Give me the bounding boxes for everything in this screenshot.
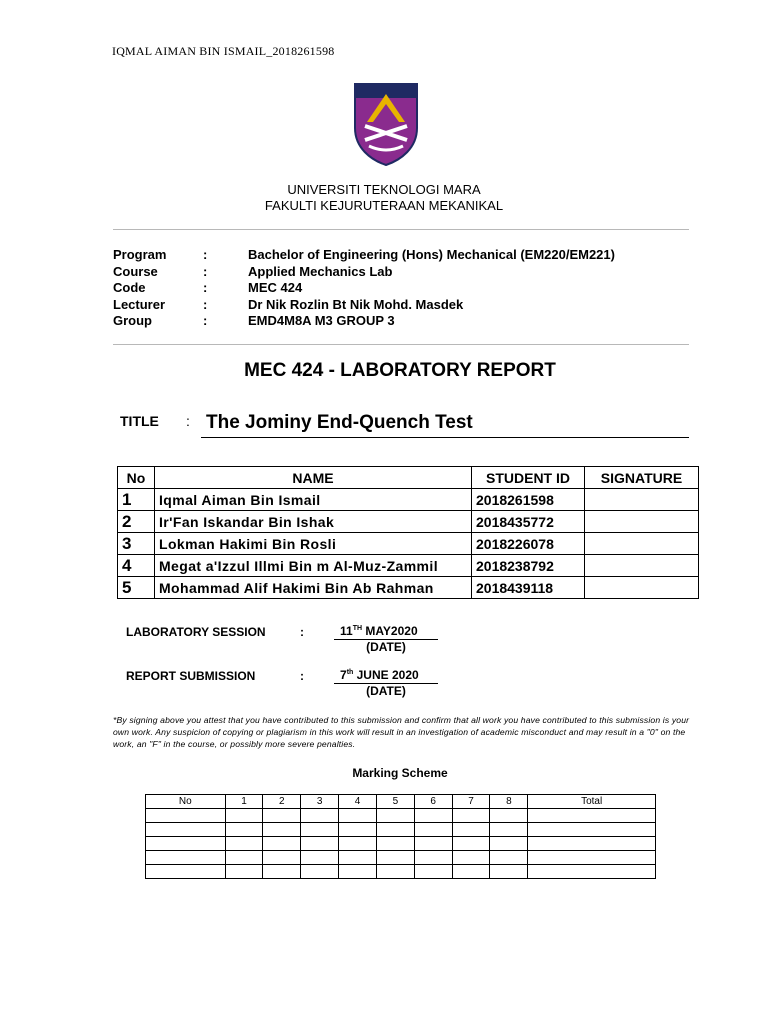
lab-session-month-year: MAY2020 — [362, 624, 418, 638]
marking-cell — [146, 823, 226, 837]
course-colon: : — [203, 264, 208, 279]
lab-session-date-caption: (DATE) — [366, 640, 406, 654]
member-signature — [585, 533, 699, 555]
marking-cell — [414, 837, 452, 851]
marking-header-5: 5 — [376, 795, 414, 809]
marking-cell — [528, 809, 656, 823]
member-no: 1 — [118, 489, 155, 511]
marking-header-total: Total — [528, 795, 656, 809]
marking-cell — [339, 809, 377, 823]
marking-cell — [225, 865, 263, 879]
university-name: UNIVERSITI TEKNOLOGI MARA — [287, 182, 481, 197]
marking-scheme-table — [145, 794, 656, 879]
title-label: TITLE — [120, 413, 159, 429]
marking-cell — [263, 837, 301, 851]
marking-body — [146, 809, 656, 879]
table-row — [118, 577, 699, 599]
marking-cell — [225, 823, 263, 837]
marking-cell — [225, 851, 263, 865]
member-student-id: 2018238792 — [472, 555, 585, 577]
marking-cell — [528, 823, 656, 837]
course-value: Applied Mechanics Lab — [248, 264, 393, 279]
marking-cell — [263, 823, 301, 837]
member-name: Megat a'Izzul Illmi Bin m Al-Muz-Zammil — [155, 555, 472, 577]
marking-cell — [452, 837, 490, 851]
lab-session-label: LABORATORY SESSION — [126, 625, 266, 639]
column-header-name: NAME — [155, 467, 472, 489]
title-colon: : — [186, 413, 190, 429]
group-members-table — [117, 466, 699, 599]
marking-cell — [528, 865, 656, 879]
group-value: EMD4M8A M3 GROUP 3 — [248, 313, 395, 328]
marking-cell — [146, 837, 226, 851]
marking-cell — [490, 865, 528, 879]
marking-header-row — [146, 795, 656, 809]
experiment-title: The Jominy End-Quench Test — [206, 412, 473, 433]
marking-cell — [376, 851, 414, 865]
program-label: Program — [113, 247, 167, 262]
member-name: Mohammad Alif Hakimi Bin Ab Rahman — [155, 577, 472, 599]
marking-cell — [146, 809, 226, 823]
student-header: IQMAL AIMAN BIN ISMAIL_2018261598 — [112, 44, 335, 58]
report-submission-label: REPORT SUBMISSION — [126, 669, 256, 683]
table-row — [118, 533, 699, 555]
university-logo — [353, 82, 419, 166]
lecturer-value: Dr Nik Rozlin Bt Nik Mohd. Masdek — [248, 297, 464, 312]
marking-header-3: 3 — [301, 795, 339, 809]
marking-header-8: 8 — [490, 795, 528, 809]
group-label: Group — [113, 313, 152, 328]
marking-cell — [263, 809, 301, 823]
member-name: Lokman Hakimi Bin Rosli — [155, 533, 472, 555]
marking-row — [146, 837, 656, 851]
lab-session-colon: : — [300, 625, 304, 639]
table-row — [118, 555, 699, 577]
submission-suffix: th — [346, 669, 354, 676]
marking-cell — [339, 851, 377, 865]
marking-header-6: 6 — [414, 795, 452, 809]
marking-header-4: 4 — [339, 795, 377, 809]
marking-cell — [452, 865, 490, 879]
marking-cell — [339, 837, 377, 851]
plagiarism-disclaimer: *By signing above you attest that you have contributed to this submission and confirm that all work you have contributed to this submission is your own work. Any suspicion of copying or plagiarism in this work will result in an investigation of academic misconduct and may result in a "0" on the work, an "F" in the course, or possibly more severe penalties. — [113, 715, 690, 749]
member-student-id: 2018435772 — [472, 511, 585, 533]
lab-session-date — [340, 624, 418, 638]
marking-cell — [490, 851, 528, 865]
member-student-id: 2018439118 — [472, 577, 585, 599]
code-value: MEC 424 — [248, 280, 303, 295]
marking-cell — [452, 809, 490, 823]
marking-cell — [339, 865, 377, 879]
marking-cell — [146, 851, 226, 865]
marking-cell — [225, 837, 263, 851]
marking-cell — [452, 823, 490, 837]
table-row — [118, 511, 699, 533]
member-signature — [585, 489, 699, 511]
marking-cell — [339, 823, 377, 837]
title-underline — [201, 437, 689, 438]
marking-cell — [490, 837, 528, 851]
marking-cell — [414, 865, 452, 879]
lecturer-label: Lecturer — [113, 297, 166, 312]
marking-cell — [376, 823, 414, 837]
marking-cell — [263, 851, 301, 865]
report-submission-colon: : — [300, 669, 304, 683]
marking-cell — [301, 823, 339, 837]
marking-cell — [225, 809, 263, 823]
marking-cell — [414, 851, 452, 865]
course-label: Course — [113, 264, 158, 279]
column-header-signature: SIGNATURE — [585, 467, 699, 489]
lab-session-day: 11 — [340, 624, 353, 638]
marking-cell — [146, 865, 226, 879]
member-name: Iqmal Aiman Bin Ismail — [155, 489, 472, 511]
lecturer-colon: : — [203, 297, 208, 312]
member-name: Ir'Fan Iskandar Bin Ishak — [155, 511, 472, 533]
member-student-id: 2018261598 — [472, 489, 585, 511]
marking-cell — [376, 837, 414, 851]
marking-cell — [528, 837, 656, 851]
marking-cell — [301, 865, 339, 879]
code-colon: : — [203, 280, 208, 295]
table-header-row — [118, 467, 699, 489]
report-submission-date-caption: (DATE) — [366, 684, 406, 698]
marking-cell — [301, 809, 339, 823]
marking-cell — [414, 809, 452, 823]
table-row — [118, 489, 699, 511]
member-no: 5 — [118, 577, 155, 599]
marking-header-1: 1 — [225, 795, 263, 809]
marking-row — [146, 809, 656, 823]
submission-day: 7 — [340, 668, 347, 682]
report-submission-date — [340, 668, 419, 682]
marking-cell — [490, 823, 528, 837]
report-title: MEC 424 - LABORATORY REPORT — [244, 360, 556, 381]
marking-cell — [376, 865, 414, 879]
program-value: Bachelor of Engineering (Hons) Mechanical (EM220/EM221) — [248, 247, 615, 262]
member-signature — [585, 511, 699, 533]
marking-cell — [301, 837, 339, 851]
group-colon: : — [203, 313, 208, 328]
faculty-name: FAKULTI KEJURUTERAAN MEKANIKAL — [264, 198, 504, 213]
marking-cell — [263, 865, 301, 879]
marking-cell — [301, 851, 339, 865]
code-label: Code — [113, 280, 146, 295]
submission-month-year: JUNE 2020 — [353, 668, 419, 682]
member-no: 2 — [118, 511, 155, 533]
marking-cell — [414, 823, 452, 837]
program-colon: : — [203, 247, 208, 262]
member-no: 3 — [118, 533, 155, 555]
marking-cell — [452, 851, 490, 865]
member-signature — [585, 555, 699, 577]
member-no: 4 — [118, 555, 155, 577]
marking-cell — [376, 809, 414, 823]
marking-header-7: 7 — [452, 795, 490, 809]
marking-header-no: No — [146, 795, 226, 809]
marking-cell — [528, 851, 656, 865]
divider — [113, 229, 689, 230]
column-header-student-id: STUDENT ID — [472, 467, 585, 489]
marking-row — [146, 865, 656, 879]
member-student-id: 2018226078 — [472, 533, 585, 555]
marking-row — [146, 823, 656, 837]
marking-row — [146, 851, 656, 865]
member-signature — [585, 577, 699, 599]
divider — [113, 344, 689, 345]
marking-cell — [490, 809, 528, 823]
marking-header-2: 2 — [263, 795, 301, 809]
column-header-no: No — [118, 467, 155, 489]
marking-scheme-title: Marking Scheme — [352, 766, 448, 780]
lab-session-suffix: TH — [352, 625, 363, 632]
